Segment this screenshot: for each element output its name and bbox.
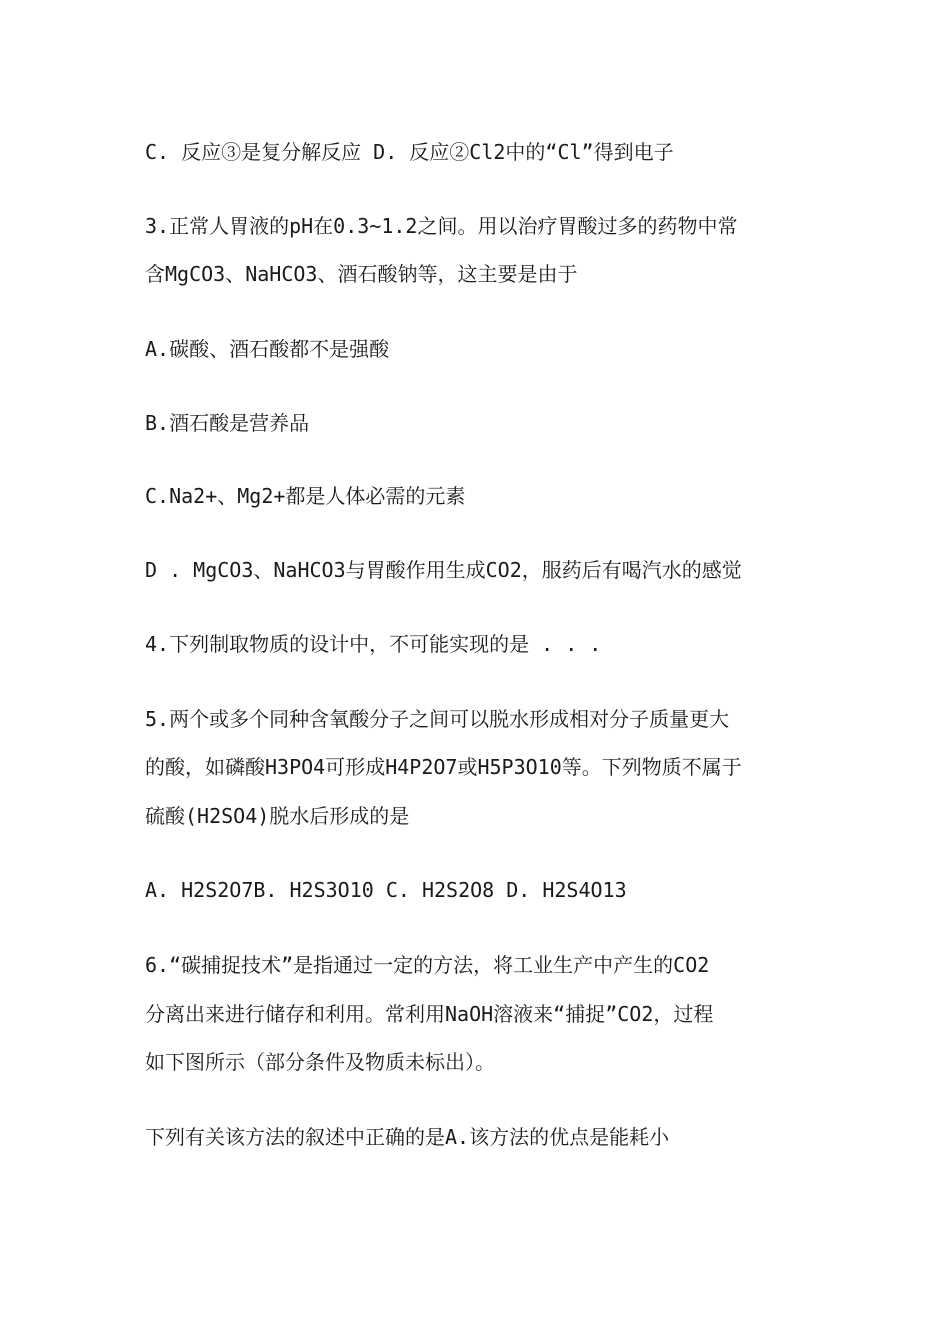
text-line-q6-stem-3: 如下图所示（部分条件及物质未标出）。: [145, 1050, 495, 1074]
text-line-q3-stem-1: 3.正常人胃液的pH在0.3~1.2之间。用以治疗胃酸过多的药物中常: [145, 214, 738, 238]
text-line-q3-option-d: D . MgCO3、NaHCO3与胃酸作用生成CO2，服药后有喝汽水的感觉: [145, 558, 742, 582]
text-line-q3-option-b: B.酒石酸是营养品: [145, 411, 310, 435]
text-line-q6-option-a: 下列有关该方法的叙述中正确的是A.该方法的优点是能耗小: [145, 1125, 670, 1149]
text-line-q6-stem-2: 分离出来进行储存和利用。常利用NaOH溶液来“捕捉”CO2，过程: [145, 1002, 714, 1026]
text-line-q5-options: A. H2S2O7B. H2S3O10 C. H2S2O8 D. H2S4O13: [145, 878, 627, 902]
text-line-q3-stem-2: 含MgCO3、NaHCO3、酒石酸钠等，这主要是由于: [145, 262, 578, 286]
text-line-q5-stem-1: 5.两个或多个同种含氧酸分子之间可以脱水形成相对分子质量更大: [145, 707, 730, 731]
text-line-q5-stem-3: 硫酸(H2SO4)脱水后形成的是: [145, 804, 410, 828]
text-line-q6-stem-1: 6.“碳捕捉技术”是指通过一定的方法，将工业生产中产生的CO2: [145, 953, 710, 977]
text-line-q3-option-a: A.碳酸、酒石酸都不是强酸: [145, 337, 390, 361]
text-line-q2-options-cd: C. 反应③是复分解反应 D. 反应②Cl2中的“Cl”得到电子: [145, 140, 674, 164]
text-line-q4-stem: 4.下列制取物质的设计中，不可能实现的是 . . .: [145, 632, 602, 656]
text-line-q5-stem-2: 的酸，如磷酸H3PO4可形成H4P2O7或H5P3O10等。下列物质不属于: [145, 755, 742, 779]
text-line-q3-option-c: C.Na2+、Mg2+都是人体必需的元素: [145, 484, 466, 508]
